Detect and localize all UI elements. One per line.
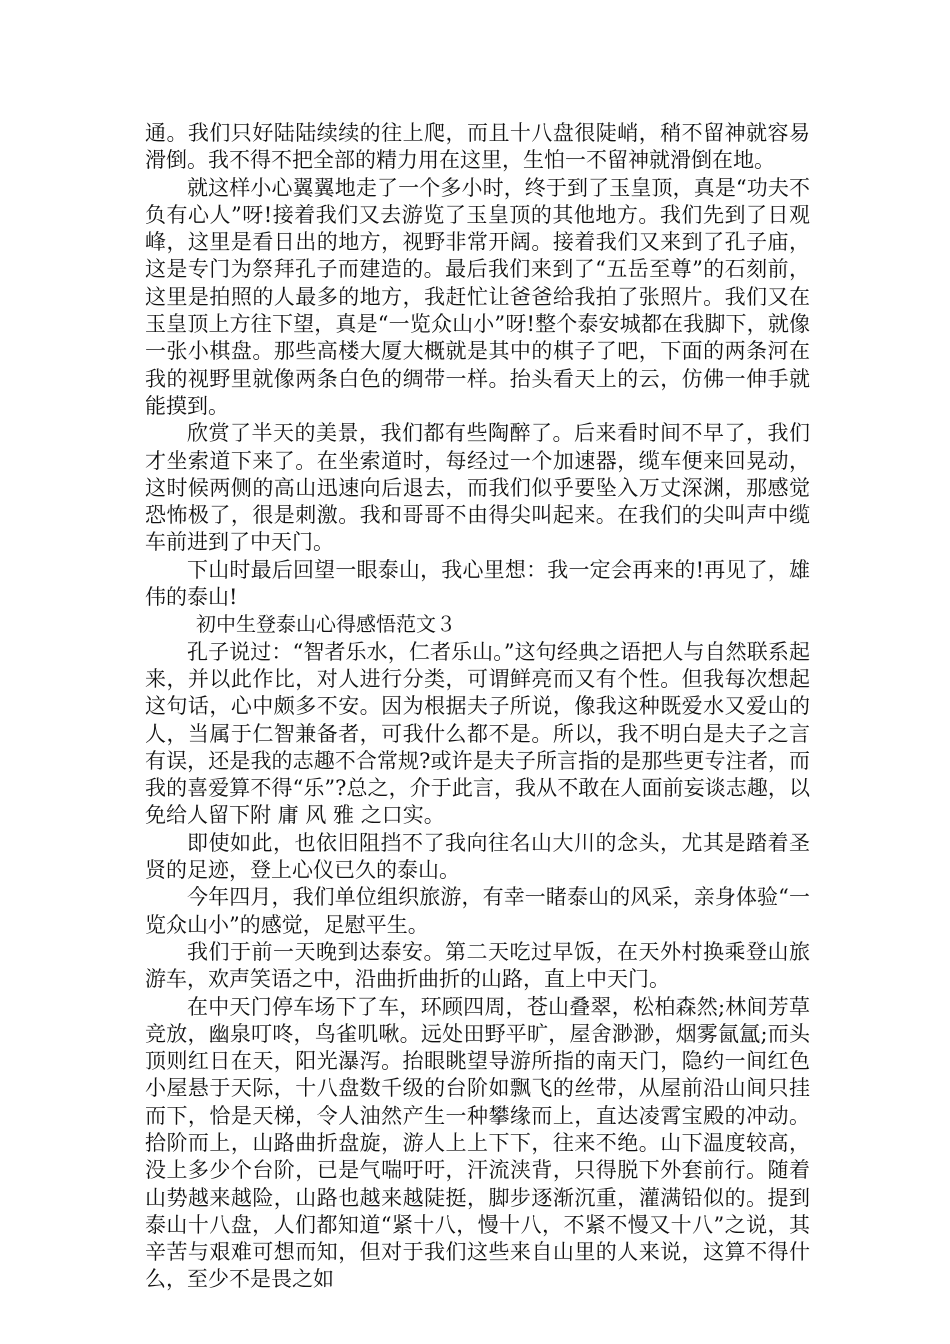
paragraph-arrival: 我们于前一天晚到达泰安。第二天吃过早饭，在天外村换乘登山旅游车，欢声笑语之中，沿曲折曲折的山路，直上中天门。 — [145, 939, 810, 992]
paragraph-april-trip: 今年四月，我们单位组织旅游，有幸一睹泰山的风采，亲身体验“一览众山小”的感觉，足慰平生。 — [145, 885, 810, 937]
paragraph-yuhuang-peak: 就这样小心翼翼地走了一个多小时，终于到了玉皇顶，真是“功夫不负有心人”呀!接着我们又去游览了玉皇顶的其他地方。我们先到了日观峰，这里是看日出的地方，视野非常开阔。接着我们又来到了孔子庙，这是专门为祭拜孔子而建造的。最后我们来到了“五岳至尊”的石刻前，这里是拍照的人最多的地方，我赶忙让爸爸给我拍了张照片。我们又在玉皇顶上方往下望，真是“一览众山小”呀!整个泰安城都在我脚下，就像一张小棋盘。那些高楼大厦大概就是其中的棋子了吧，下面的两条河在我的视野里就像两条白色的绸带一样。抬头看天上的云，仿佛一伸手就能摸到。 — [145, 175, 810, 418]
paragraph-zhongtianmen: 在中天门停车场下了车，环顾四周，苍山叠翠，松柏森然;林间芳草竞放，幽泉叮咚，鸟雀叽啾。远处田野平旷，屋舍渺渺，烟雾氤氲;而头顶则红日在天，阳光瀑泻。抬眼眺望导游所指的南天门，隐约一间红色小屋悬于天际，十八盘数千级的台阶如飘飞的丝带，从屋前沿山间只挂而下，恰是天梯，令人油然产生一种攀缘而上，直达凌霄宝殿的冲动。拾阶而上，山路曲折盘旋，游人上上下下，往来不绝。山下温度较高，没上多少个台阶，已是气喘吁吁，汗流浃背，只得脱下外套前行。随着山势越来越险，山路也越来越陡挺，脚步逐渐沉重，灌满铅似的。提到泰山十八盘，人们都知道“紧十八，慢十八，不紧不慢又十八”之说，其辛苦与艰难可想而知，但对于我们这些来自山里的人来说，这算不得什么，至少不是畏之如 — [145, 994, 810, 1292]
paragraph-confucius: 孔子说过：“智者乐水，仁者乐山。”这句经典之语把人与自然联系起来，并以此作比，对人进行分类，可谓鲜亮而又有个性。但我每次想起这句话，心中颇多不安。因为根据夫子所说，像我这种既爱水又爱山的人，当属于仁智兼备者，可我什么都不是。所以，我不明白是夫子之言有误，还是我的志趣不合常规?或许是夫子所言指的是那些更专注者，而我的喜爱算不得“乐”?总之，介于此言，我从不敢在人面前妄谈志趣，以免给人留下附 庸 风 雅 之口实。 — [145, 639, 810, 828]
paragraph-cable-car: 欣赏了半天的美景，我们都有些陶醉了。后来看时间不早了，我们才坐索道下来了。在坐索道时，每经过一个加速器，缆车便来回晃动，这时候两侧的高山迅速向后退去，而我们似乎要坠入万丈深渊，那感觉恐怖极了，很是刺激。我和哥哥不由得尖叫起来。在我们的尖叫声中缆车前进到了中天门。 — [145, 421, 810, 555]
section-title: 初中生登泰山心得感悟范文３ — [196, 612, 456, 637]
paragraph-farewell: 下山时最后回望一眼泰山，我心里想：我一定会再来的!再见了，雄伟的泰山! — [145, 557, 810, 610]
paragraph-climb-continued: 通。我们只好陆陆续续的往上爬，而且十八盘很陡峭，稍不留神就容易滑倒。我不得不把全部的精力用在这里，生怕一不留神就滑倒在地。 — [145, 121, 810, 173]
paragraph-longing: 即使如此，也依旧阻挡不了我向往名山大川的念头，尤其是踏着圣贤的足迹，登上心仪已久的泰山。 — [145, 830, 810, 883]
document-page — [145, 120, 810, 1294]
